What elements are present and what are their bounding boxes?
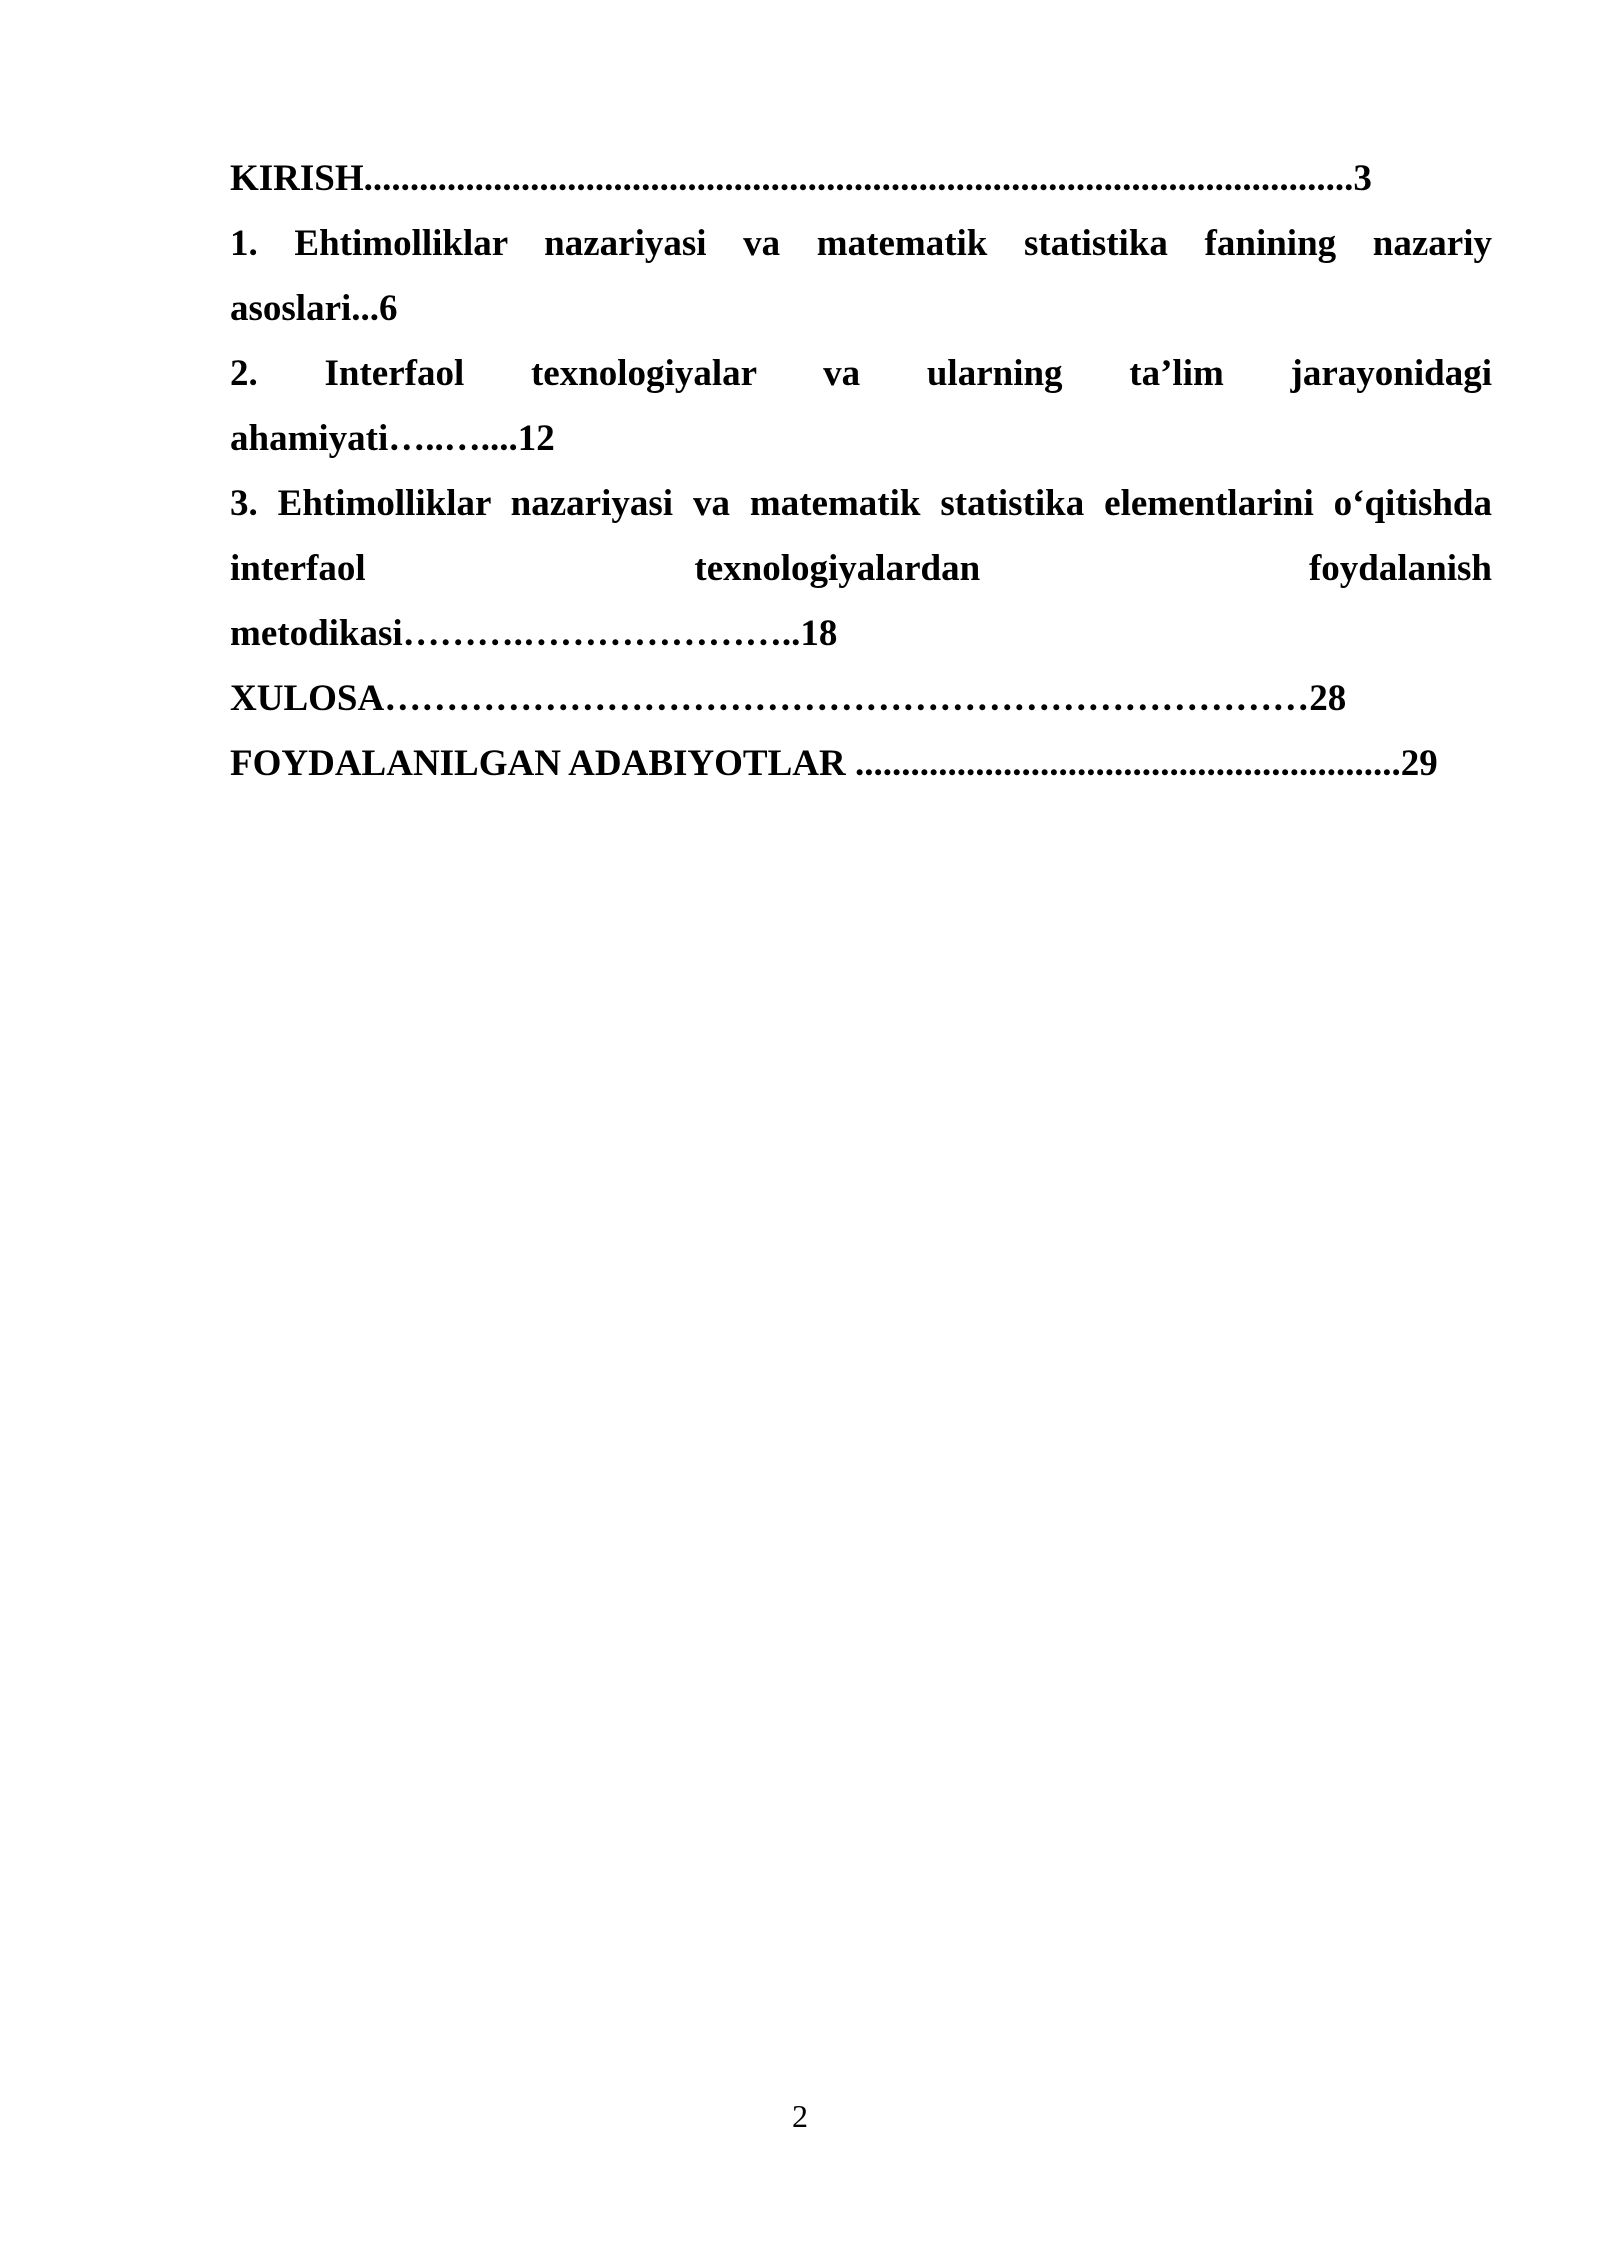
toc-entry-3-line-3: metodikasi……….…………………..18 (230, 613, 838, 654)
toc-entry-kirish: KIRISH...........................................................................................................3 (230, 158, 1372, 199)
toc-entry-2-line-1: 2. Interfaol texnologiyalar va ularning ta’lim jarayonidagi (230, 353, 1492, 394)
toc-entry-xulosa: XULOSA…………………………………………………………………28 (230, 678, 1347, 719)
toc-entry-1-line-1: 1. Ehtimolliklar nazariyasi va matematik statistika fanining nazariy (230, 223, 1492, 264)
table-of-contents (230, 146, 1492, 796)
toc-entry-1-line-2: asoslari...6 (230, 288, 398, 329)
toc-entry-foydalanilgan-adabiyotlar: FOYDALANILGAN ADABIYOTLAR ...........................................................29 (230, 743, 1438, 784)
toc-entry-3-line-1: 3. Ehtimolliklar nazariyasi va matematik statistika elementlarini o‘qitishda (230, 483, 1492, 524)
toc-entry-3-line-2: interfaol texnologiyalardan foydalanish (230, 548, 1492, 589)
toc-entry-2-line-2: ahamiyati…..…....12 (230, 418, 555, 459)
page-number: 2 (792, 2098, 808, 2134)
